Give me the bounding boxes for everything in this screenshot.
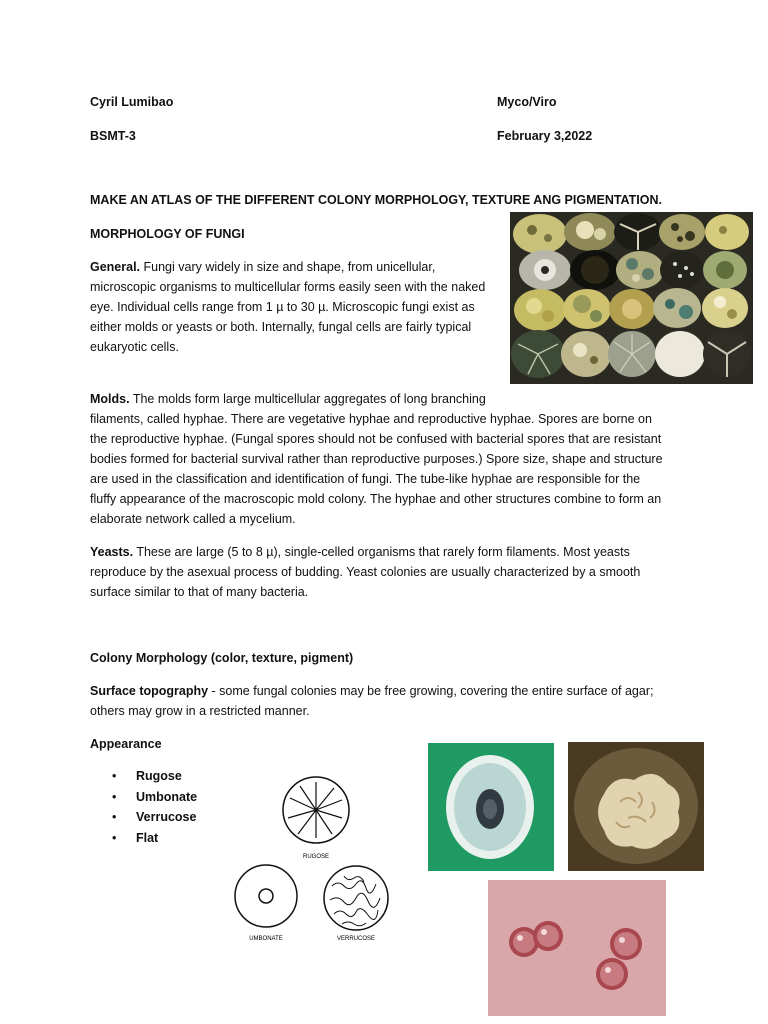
- date: February 3,2022: [497, 129, 593, 143]
- yeasts-paragraph: [90, 542, 640, 602]
- molds-line: filaments, called hyphae. There are vegetative hyphae and reproductive hyphae. Spores are borne on: [90, 412, 652, 426]
- umbonate-label: UMBONATE: [249, 936, 283, 942]
- general-paragraph: [90, 257, 485, 357]
- list-item: • Verrucose: [90, 807, 197, 828]
- surface-line: others may grow in a restricted manner.: [90, 704, 310, 718]
- verrucose-colony-drawing: [324, 866, 388, 930]
- general-line: either molds or yeasts or both. Internally, fungal cells are fairly typical: [90, 320, 472, 334]
- colony-morphology-heading: Colony Morphology (color, texture, pigment): [90, 651, 354, 665]
- general-lead: General.: [90, 260, 141, 274]
- general-line: Fungi vary widely in size and shape, from unicellular,: [140, 260, 436, 274]
- appearance-heading: Appearance: [90, 737, 162, 751]
- list-item: • Flat: [90, 828, 197, 849]
- rugose-colony-drawing: [283, 777, 349, 843]
- section: BSMT-3: [90, 129, 136, 143]
- morphology-heading: MORPHOLOGY OF FUNGI: [90, 227, 245, 241]
- colony-appearance-diagram: [228, 776, 398, 951]
- verrucose-label: VERRUCOSE: [336, 936, 376, 942]
- surface-line: - some fungal colonies may be free growing, covering the entire surface of agar;: [208, 684, 654, 698]
- rugose-label: RUGOSE: [302, 854, 330, 860]
- umbonate-colony-drawing: [235, 865, 297, 927]
- yeasts-line: reproduce by the asexual process of budding. Yeast colonies are usually characterized by a smooth: [90, 565, 641, 579]
- molds-line: The molds form large multicellular aggregates of long branching: [129, 392, 486, 406]
- rugose-colony-photo: [568, 742, 704, 871]
- molds-line: elaborate network called a mycelium.: [90, 512, 296, 526]
- molds-line: fluffy appearance of the macroscopic mold colony. The hyphae and other structures combine to form an: [90, 492, 662, 506]
- list-item: • Umbonate: [90, 787, 197, 808]
- surface-lead: Surface topography: [90, 684, 209, 698]
- umbonate-colony-photo: [428, 743, 554, 871]
- list-item: • Rugose: [90, 766, 197, 787]
- author-name: Cyril Lumibao: [90, 95, 174, 109]
- yeasts-lead: Yeasts.: [90, 545, 134, 559]
- yeasts-line: These are large (5 to 8 µ), single-celled organisms that rarely form filaments. Most yeasts: [133, 545, 630, 559]
- molds-line: the reproductive hyphae. (Fungal spores should not be confused with bacterial spores that are resistant: [90, 432, 662, 446]
- molds-line: bodies formed for bacterial survival rather than reproductive purposes.) Spore size, shape and structure: [90, 452, 663, 466]
- general-line: eukaryotic cells.: [90, 340, 179, 354]
- yeasts-line: surface similar to that of many bacteria.: [90, 585, 309, 599]
- appearance-list: [90, 766, 197, 848]
- yeast-colonies-photo: [488, 880, 666, 1016]
- molds-line: are used in the classification and identification of fungi. The tube-like hyphae are responsible for the: [90, 472, 641, 486]
- assignment-title: MAKE AN ATLAS OF THE DIFFERENT COLONY MORPHOLOGY, TEXTURE ANG PIGMENTATION.: [90, 193, 662, 207]
- petri-dish-collage-image: [510, 212, 753, 384]
- surface-topography-paragraph: [90, 681, 653, 721]
- subject: Myco/Viro: [497, 95, 557, 109]
- general-line: eye. Individual cells range from 1 µ to 30 µ. Microscopic fungi exist as: [90, 300, 475, 314]
- molds-paragraph: [90, 389, 663, 529]
- general-line: microscopic organisms to multicellular forms easily seen with the naked: [90, 280, 486, 294]
- molds-lead: Molds.: [90, 392, 130, 406]
